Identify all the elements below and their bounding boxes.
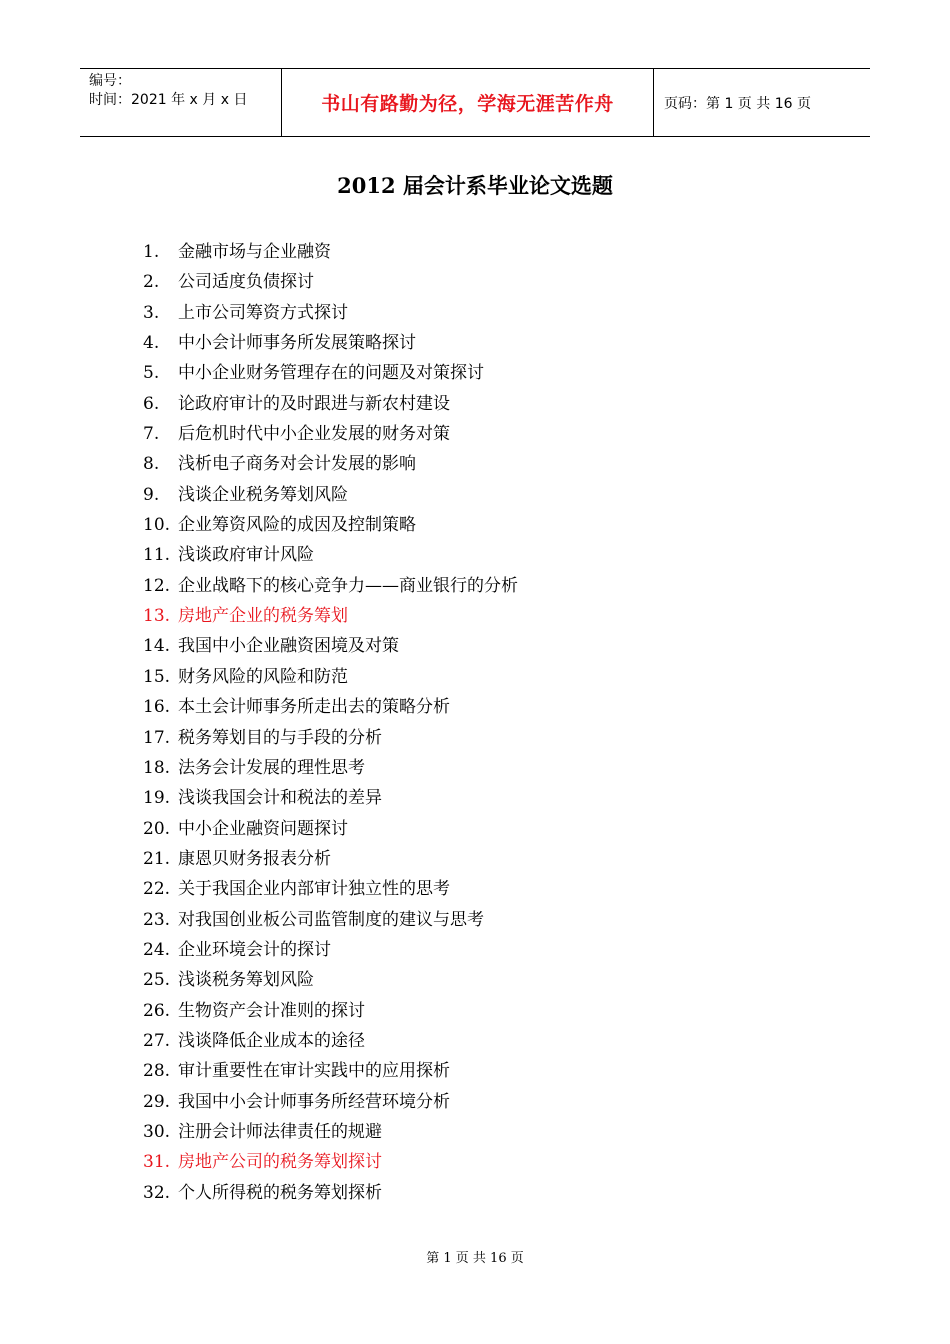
list-item — [143, 358, 518, 388]
topic-text: 康恩贝财务报表分析 — [178, 848, 331, 869]
list-item — [143, 571, 518, 601]
topic-text: 税务筹划目的与手段的分析 — [178, 727, 382, 748]
list-item — [143, 1087, 518, 1117]
topic-number: 7. — [143, 424, 160, 445]
topic-number: 29. — [143, 1091, 171, 1112]
topic-text: 浅谈企业税务筹划风险 — [178, 484, 348, 505]
topic-text: 企业战略下的核心竞争力——商业银行的分析 — [178, 575, 518, 596]
header-meta — [80, 69, 282, 136]
topic-number: 13. — [143, 606, 171, 627]
list-item — [143, 389, 518, 419]
list-item — [143, 723, 518, 753]
topic-number: 1. — [143, 242, 160, 262]
list-item — [143, 692, 518, 722]
topic-text: 房地产公司的税务筹划探讨 — [178, 1152, 382, 1173]
topic-number: 2. — [143, 272, 160, 293]
topic-text: 个人所得税的税务筹划探析 — [178, 1182, 382, 1203]
topic-text: 公司适度负债探讨 — [178, 272, 314, 293]
list-item — [143, 449, 518, 479]
topic-text: 审计重要性在审计实践中的应用探析 — [178, 1061, 450, 1082]
number-label: 编号： — [89, 73, 131, 89]
list-item — [143, 480, 518, 510]
list-item — [143, 874, 518, 904]
topic-number: 28. — [143, 1061, 171, 1082]
topic-number: 30. — [143, 1121, 171, 1142]
topic-text: 企业筹资风险的成因及控制策略 — [178, 515, 416, 536]
list-item — [143, 1178, 518, 1208]
topic-number: 25. — [143, 970, 171, 991]
topic-text: 本土会计师事务所走出去的策略分析 — [178, 697, 450, 718]
topic-number: 11. — [143, 545, 171, 566]
topic-text: 财务风险的风险和防范 — [178, 666, 348, 687]
list-item — [143, 419, 518, 449]
topic-text: 房地产企业的税务筹划 — [178, 606, 348, 627]
topic-number: 19. — [143, 788, 171, 809]
list-item — [143, 965, 518, 995]
topic-text: 注册会计师法律责任的规避 — [178, 1121, 382, 1142]
list-item — [143, 753, 518, 783]
list-item — [143, 237, 518, 267]
topic-number: 24. — [143, 939, 171, 960]
topic-text: 中小会计师事务所发展策略探讨 — [178, 333, 416, 354]
topic-text: 中小企业财务管理存在的问题及对策探讨 — [178, 363, 484, 384]
topic-text: 浅谈税务筹划风险 — [178, 970, 314, 991]
topic-text: 生物资产会计准则的探讨 — [178, 1000, 365, 1021]
topic-number: 15. — [143, 666, 171, 687]
list-item — [143, 935, 518, 965]
list-item — [143, 844, 518, 874]
topic-text: 浅析电子商务对会计发展的影响 — [178, 454, 416, 475]
topic-text: 我国中小企业融资困境及对策 — [178, 636, 399, 657]
topic-number: 31. — [143, 1152, 171, 1173]
time-label: 时间：2021 年 x 月 x 日 — [89, 92, 248, 108]
topic-number: 12. — [143, 575, 171, 596]
topic-number: 16. — [143, 697, 171, 718]
list-item — [143, 905, 518, 935]
topic-number: 6. — [143, 393, 160, 414]
topic-text: 中小企业融资问题探讨 — [178, 818, 348, 839]
topic-number: 20. — [143, 818, 171, 839]
topic-number: 18. — [143, 757, 171, 778]
list-item — [143, 783, 518, 813]
list-item — [143, 601, 518, 631]
topic-number: 26. — [143, 1000, 171, 1021]
topic-number: 17. — [143, 727, 171, 748]
list-item — [143, 510, 518, 540]
topic-number: 5. — [143, 363, 160, 384]
list-item — [143, 1026, 518, 1056]
topic-text: 浅谈我国会计和税法的差异 — [178, 788, 382, 809]
list-item — [143, 996, 518, 1026]
topic-number: 22. — [143, 879, 171, 900]
topic-number: 27. — [143, 1030, 171, 1051]
topic-list — [143, 237, 518, 1208]
topic-text: 浅谈政府审计风险 — [178, 545, 314, 566]
list-item — [143, 540, 518, 570]
list-item — [143, 1056, 518, 1086]
list-item — [143, 1117, 518, 1147]
topic-number: 21. — [143, 848, 171, 869]
topic-text: 金融市场与企业融资 — [178, 242, 331, 262]
list-item — [143, 1147, 518, 1177]
topic-text: 上市公司筹资方式探讨 — [178, 302, 348, 323]
topic-number: 9. — [143, 484, 160, 505]
page-title: 2012 届会计系毕业论文选题 — [337, 173, 613, 198]
topic-number: 4. — [143, 333, 160, 354]
page-footer: 第 1 页 共 16 页 — [426, 1251, 524, 1266]
topic-number: 3. — [143, 302, 160, 323]
header-page-info: 页码：第 1 页 共 16 页 — [664, 95, 811, 112]
topic-text: 对我国创业板公司监管制度的建议与思考 — [178, 909, 484, 930]
topic-text: 关于我国企业内部审计独立性的思考 — [178, 879, 450, 900]
topic-text: 法务会计发展的理性思考 — [178, 757, 365, 778]
topic-number: 10. — [143, 515, 171, 536]
topic-number: 14. — [143, 636, 171, 657]
topic-text: 我国中小会计师事务所经营环境分析 — [178, 1091, 450, 1112]
topic-text: 后危机时代中小企业发展的财务对策 — [178, 424, 450, 445]
topic-number: 8. — [143, 454, 160, 475]
list-item — [143, 631, 518, 661]
list-item — [143, 298, 518, 328]
header-motto: 书山有路勤为径，学海无涯苦作舟 — [282, 69, 654, 136]
topic-text: 论政府审计的及时跟进与新农村建设 — [178, 393, 450, 414]
list-item — [143, 328, 518, 358]
topic-number: 32. — [143, 1182, 171, 1203]
topic-number: 23. — [143, 909, 171, 930]
document-header — [80, 68, 870, 137]
topic-text: 企业环境会计的探讨 — [178, 939, 331, 960]
list-item — [143, 662, 518, 692]
topic-text: 浅谈降低企业成本的途径 — [178, 1030, 365, 1051]
list-item — [143, 267, 518, 297]
list-item — [143, 814, 518, 844]
